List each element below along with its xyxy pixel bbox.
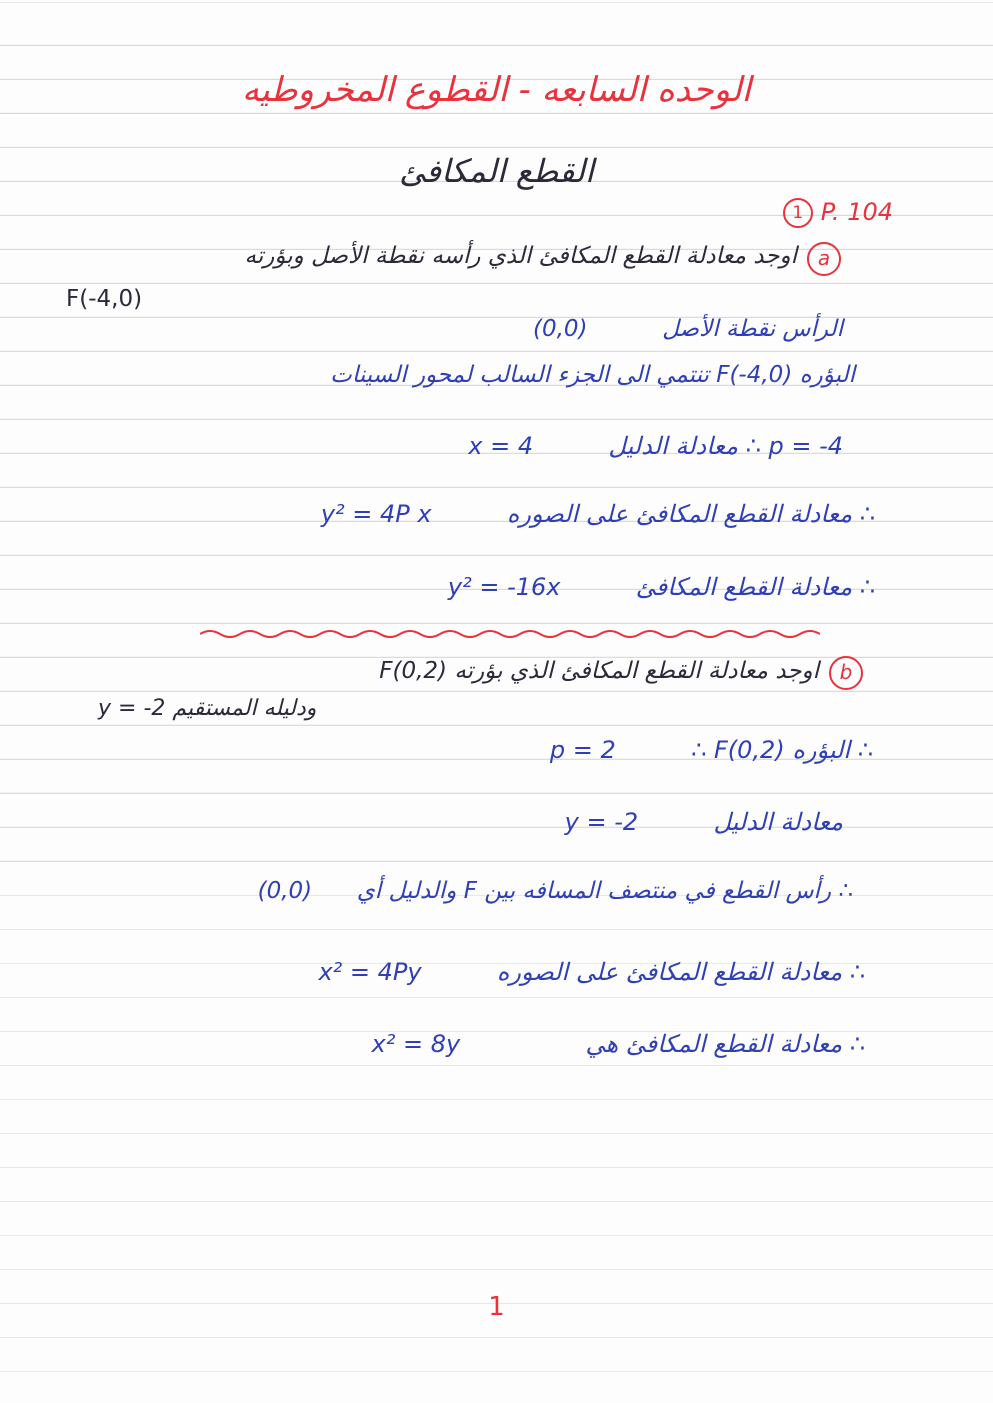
page-number: 1 [488, 1292, 505, 1322]
step-text: p = -4 ∴ معادلة الدليل [608, 432, 843, 460]
page-number-ref: P. 104 [820, 198, 893, 226]
solution-b-step-3 [258, 878, 853, 904]
step-math: y² = 4P x [320, 500, 432, 528]
step-math: y = -2 [564, 808, 639, 836]
solution-b-step-4 [318, 958, 865, 986]
exercise-reference [783, 198, 893, 228]
solution-a-step-4 [321, 500, 875, 528]
step-text: معادلة الدليل [713, 808, 843, 836]
step-text: ∴ معادلة القطع المكافئ على الصوره [496, 958, 865, 986]
wavy-divider [200, 626, 820, 642]
step-text: الرأس نقطة الأصل [662, 316, 843, 342]
step-math: (0,0) [257, 878, 313, 904]
step-math: p = 2 [549, 736, 616, 764]
solution-b-step-1 [550, 736, 873, 764]
solution-a-step-3 [468, 432, 843, 460]
solution-b-step-2 [565, 808, 843, 836]
lesson-subtitle: القطع المكافئ [399, 152, 594, 190]
step-math: (0,0) [532, 316, 588, 342]
step-text: ∴ معادلة القطع المكافئ على الصوره [506, 500, 875, 528]
step-text: ∴ معادلة القطع المكافئ هي [585, 1030, 865, 1058]
question-a-focus: F(-4,0) [66, 286, 143, 312]
step-text: ∴ البؤره F(0,2) ∴ [691, 736, 873, 764]
step-text: ∴ رأس القطع في منتصف المسافه بين F والدليل أي [356, 878, 853, 904]
question-b-line2: ودليله المستقيم y = -2 [98, 696, 317, 721]
question-a-marker: a [807, 242, 841, 276]
step-math: x² = 4Py [318, 958, 422, 986]
solution-a-step-5 [448, 573, 875, 601]
step-text: ∴ معادلة القطع المكافئ [635, 573, 875, 601]
solution-b-step-5 [372, 1030, 866, 1058]
question-a-text: اوجد معادلة القطع المكافئ الذي رأسه نقطة الأصل وبؤرته [244, 243, 797, 269]
step-math: y² = -16x [447, 573, 561, 601]
unit-title: الوحده السابعه - القطوع المخروطيه [241, 70, 752, 110]
step-text: البؤره F(-4,0) تنتمي الى الجزء السالب لمحور السينات [330, 362, 855, 388]
step-math: x = 4 [468, 432, 534, 460]
exercise-number: 1 [783, 198, 813, 228]
step-math: x² = 8y [371, 1030, 461, 1058]
solution-a-step-2 [330, 362, 855, 388]
question-b-marker: b [829, 656, 863, 690]
solution-a-step-1 [533, 316, 843, 342]
question-b-text: اوجد معادلة القطع المكافئ الذي بؤرته F(0,2) [379, 658, 819, 684]
